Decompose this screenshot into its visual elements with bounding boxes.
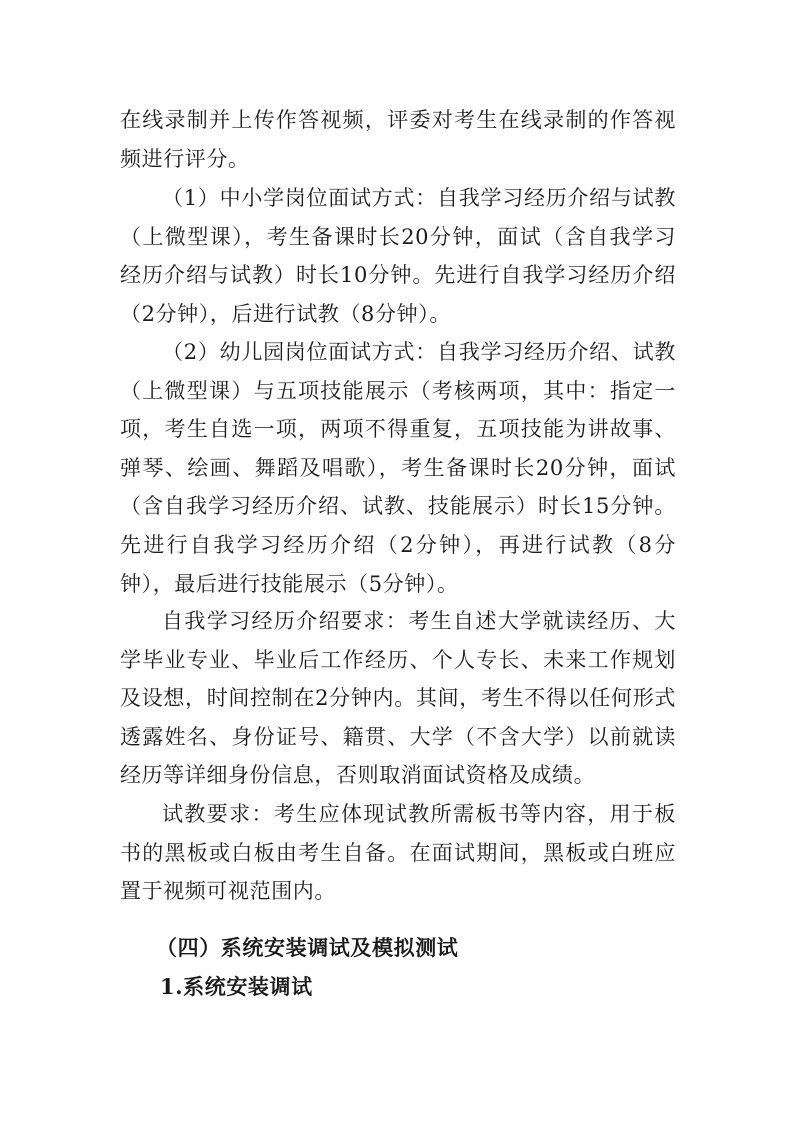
paragraph-continuation: 在线录制并上传作答视频，评委对考生在线录制的作答视频进行评分。: [120, 108, 676, 171]
section-heading: （四）系统安装调试及模拟测试: [156, 935, 459, 960]
subsection-heading: 1.系统安装调试: [160, 974, 313, 999]
paragraph-self-introduction-requirements: 自我学习经历介绍要求：考生自述大学就读经历、大学毕业专业、毕业后工作经历、个人专长、未来工作规划及设想，时间控制在2分钟内。其间，考生不得以任何形式透露姓名、身份证号、籍贯、大学（不含大学）以前就读经历等详细身份信息，否则取消面试资格及成绩。: [120, 609, 676, 788]
paragraph-trial-teaching-requirements: 试教要求：考生应体现试教所需板书等内容，用于板书的黑板或白板由考生自备。在面试期间，黑板或白班应置于视频可视范围内。: [120, 802, 676, 904]
paragraph-primary-school-interview: （1）中小学岗位面试方式：自我学习经历介绍与试教（上微型课），考生备课时长20分钟，面试（含自我学习经历介绍与试教）时长10分钟。先进行自我学习经历介绍（2分钟），后进行试教（8分钟）。: [120, 186, 676, 326]
paragraph-kindergarten-interview: （2）幼儿园岗位面试方式：自我学习经历介绍、试教（上微型课）与五项技能展示（考核两项，其中：指定一项，考生自选一项，两项不得重复，五项技能为讲故事、弹琴、绘画、舞蹈及唱歌），考生备课时长20分钟，面试（含自我学习经历介绍、试教、技能展示）时长15分钟。先进行自我学习经历介绍（2分钟），再进行试教（8分钟），最后进行技能展示（5分钟）。: [120, 340, 676, 596]
